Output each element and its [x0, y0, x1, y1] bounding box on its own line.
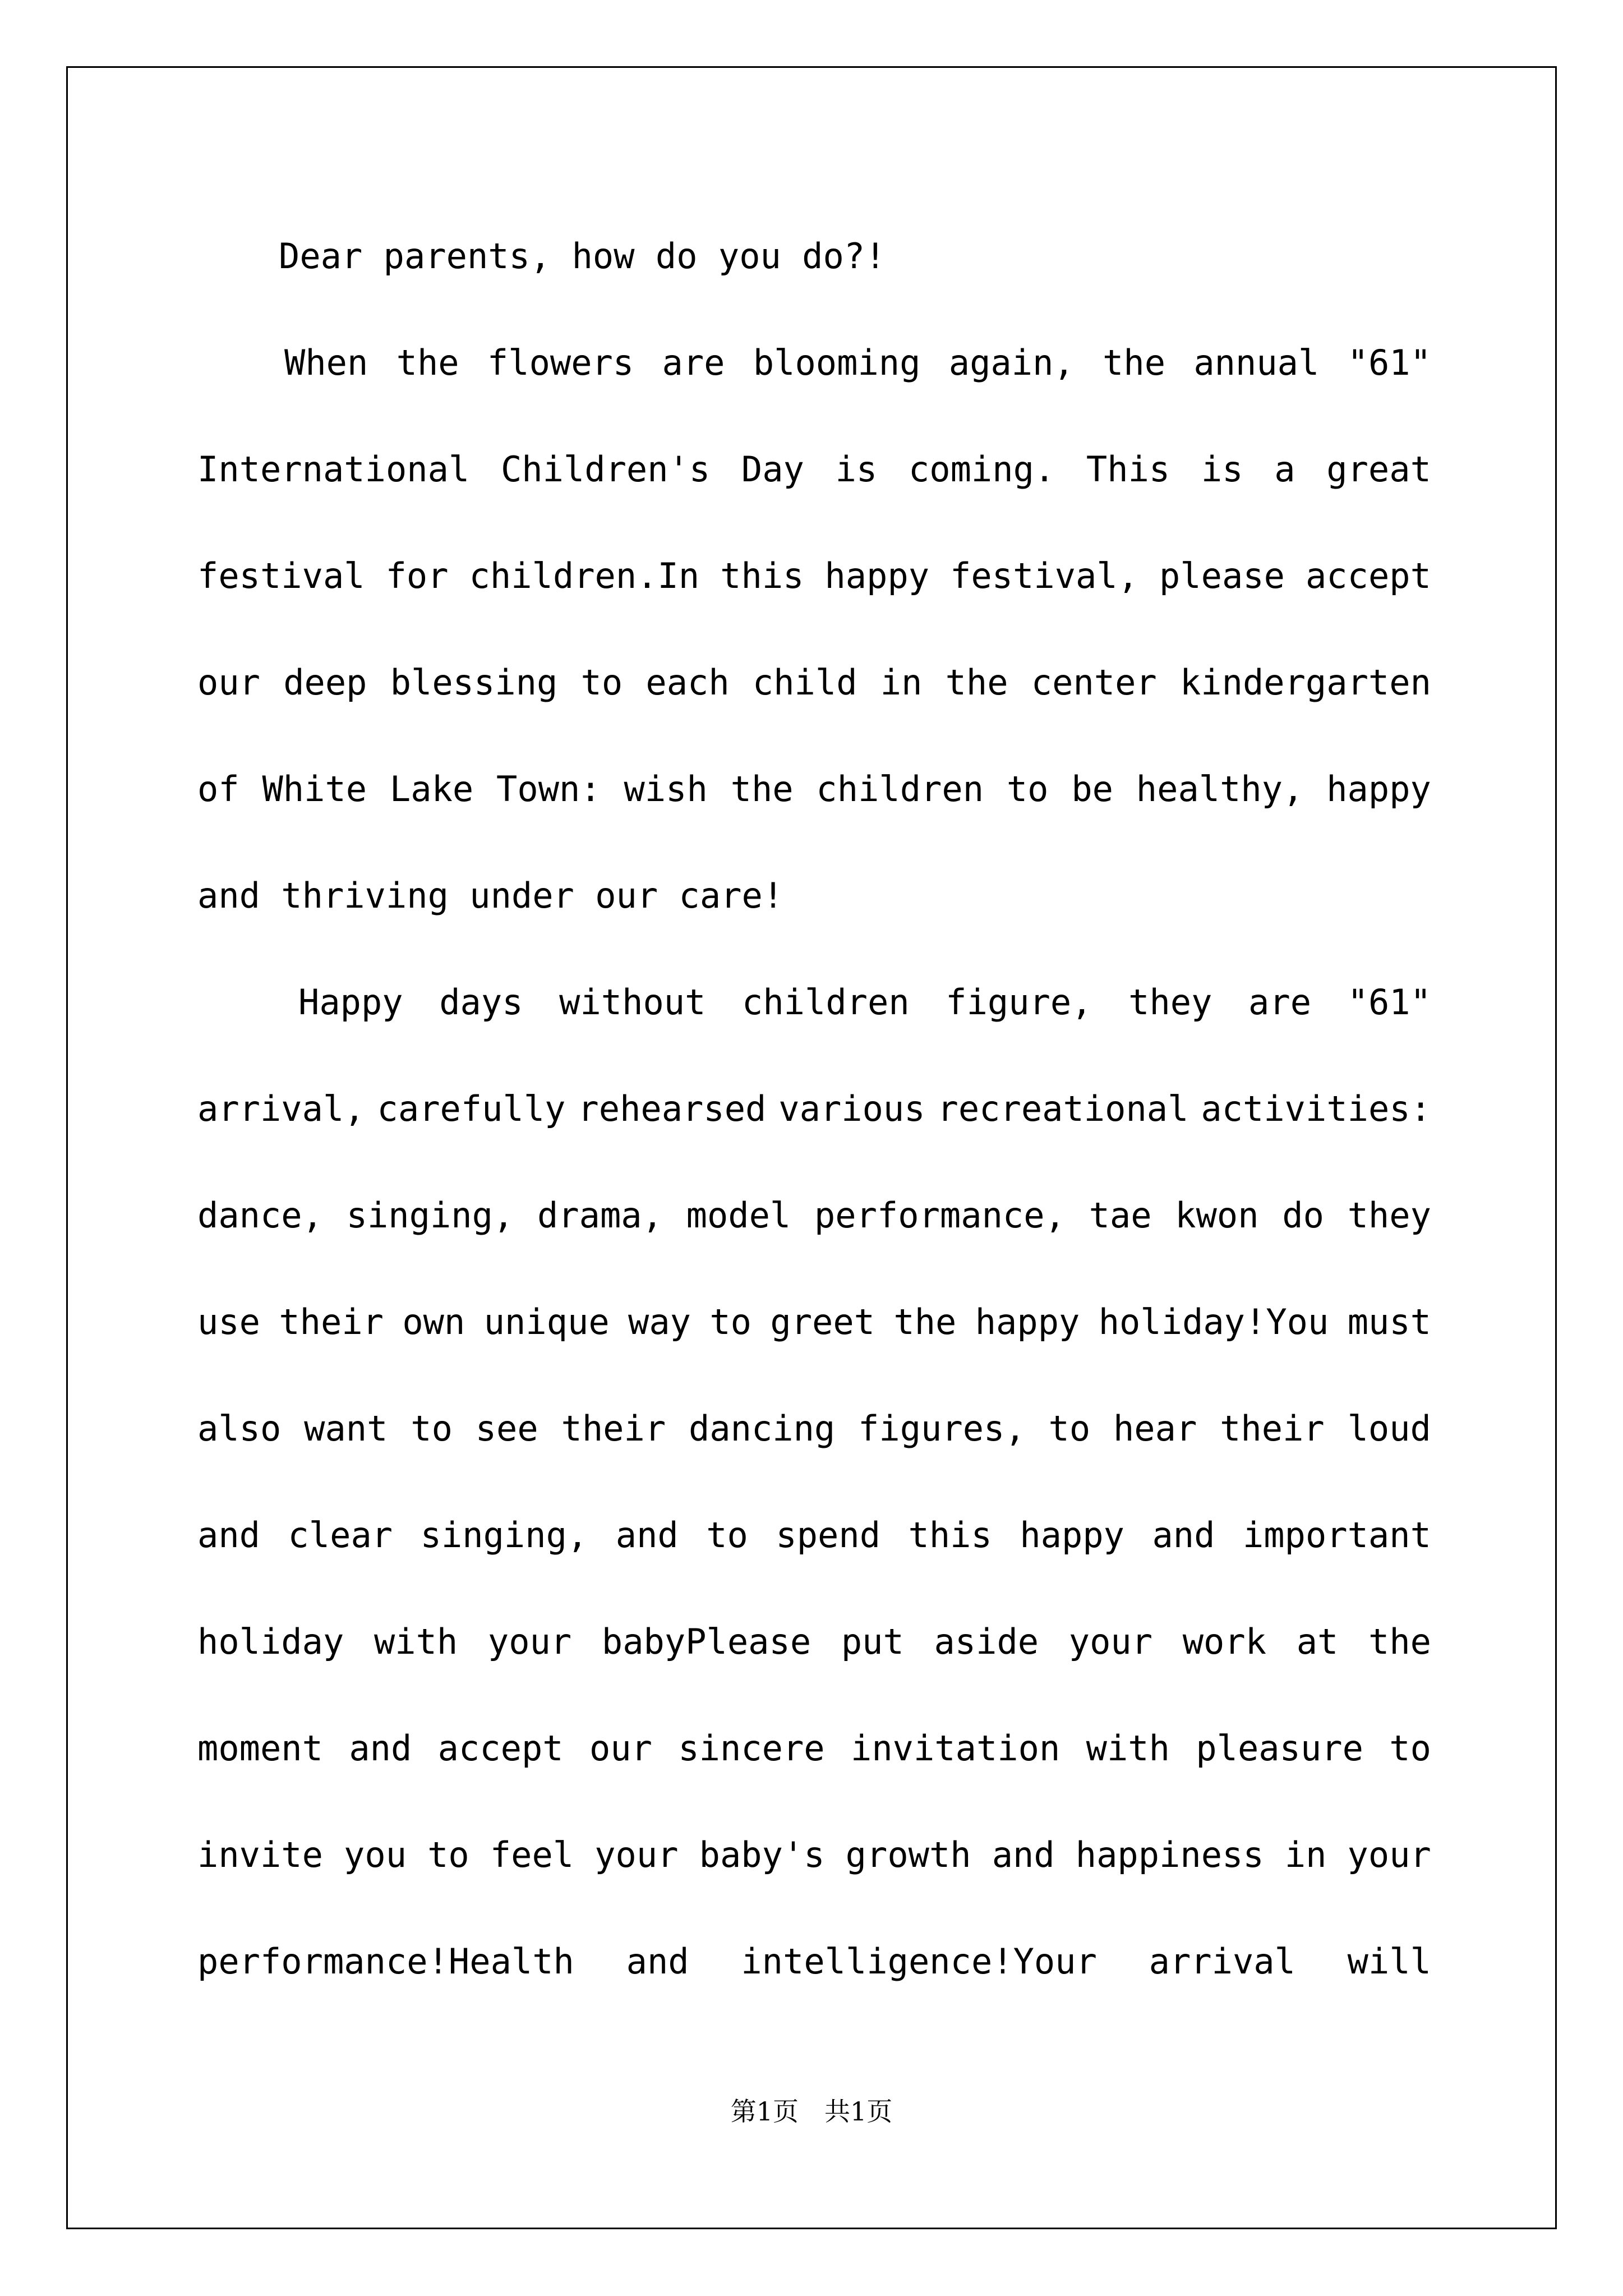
- word: children: [816, 769, 984, 809]
- word: invite: [197, 1834, 323, 1875]
- word: you: [344, 1834, 407, 1875]
- word: with: [374, 1621, 458, 1662]
- word: blooming: [753, 342, 921, 383]
- word: White: [262, 769, 367, 809]
- text-line: [197, 1056, 1431, 1162]
- word: Town:: [496, 769, 601, 809]
- word: spend: [776, 1515, 881, 1556]
- word: Happy: [298, 982, 403, 1023]
- word: own: [402, 1301, 465, 1342]
- word: pleasure: [1196, 1728, 1363, 1769]
- word: happy: [1326, 769, 1431, 809]
- page-footer: 第1页 共1页: [730, 2096, 893, 2127]
- text-line: [197, 1802, 1431, 1908]
- word: happy: [824, 555, 930, 596]
- word: to: [411, 1408, 453, 1449]
- text-line: [197, 1695, 1431, 1802]
- word: arrival: [1149, 1941, 1295, 1982]
- word: and: [626, 1941, 689, 1982]
- word: the: [1368, 1621, 1431, 1662]
- word: important: [1242, 1515, 1431, 1556]
- word: your: [1068, 1621, 1153, 1662]
- word: holiday: [197, 1621, 344, 1662]
- word: carefully: [377, 1088, 566, 1129]
- word: they: [1128, 982, 1212, 1023]
- word: accept: [1305, 555, 1431, 596]
- word: tae: [1089, 1195, 1152, 1236]
- text-line: [197, 949, 1431, 1056]
- word: deep: [283, 662, 367, 703]
- word: see: [475, 1408, 538, 1449]
- word: also: [197, 1408, 282, 1449]
- word: greet: [770, 1301, 875, 1342]
- text-line: [197, 203, 1431, 310]
- word: wish: [624, 769, 708, 809]
- word: loud: [1347, 1408, 1431, 1449]
- word: put: [841, 1621, 904, 1662]
- word: to: [709, 1301, 752, 1342]
- word: happy: [975, 1301, 1080, 1342]
- word: festival: [197, 555, 365, 596]
- word: and: [197, 1515, 260, 1556]
- word: activities:: [1201, 1088, 1431, 1129]
- word: is: [835, 449, 878, 490]
- text-line: [197, 1908, 1431, 2015]
- word: they: [1347, 1195, 1431, 1236]
- text-line: [197, 1375, 1431, 1482]
- word: recreational: [937, 1088, 1189, 1129]
- word: feel: [490, 1834, 574, 1875]
- word: our: [197, 662, 260, 703]
- word: coming.: [908, 449, 1055, 490]
- word: without: [559, 982, 706, 1023]
- word: a: [1274, 449, 1295, 490]
- word: are: [1248, 982, 1312, 1023]
- word: your: [1347, 1834, 1431, 1875]
- text-line: [197, 843, 1431, 949]
- word: drama,: [537, 1195, 663, 1236]
- word: must: [1347, 1301, 1431, 1342]
- word: singing,: [420, 1515, 588, 1556]
- word: with: [1086, 1728, 1170, 1769]
- word: again,: [948, 342, 1075, 383]
- word: various: [778, 1088, 925, 1129]
- word: baby's: [699, 1834, 825, 1875]
- word: dance,: [197, 1195, 323, 1236]
- word: moment: [197, 1728, 323, 1769]
- word: This: [1086, 449, 1170, 490]
- word: unique: [483, 1301, 610, 1342]
- word: Day: [741, 449, 804, 490]
- word: arrival,: [197, 1088, 365, 1129]
- word: intelligence!Your: [741, 1941, 1097, 1982]
- word: happiness: [1075, 1834, 1264, 1875]
- word: to: [1389, 1728, 1431, 1769]
- word: International: [197, 449, 470, 490]
- word: center: [1031, 662, 1157, 703]
- word: and: [349, 1728, 412, 1769]
- word: to: [706, 1515, 748, 1556]
- word: hear: [1113, 1408, 1197, 1449]
- word: is: [1201, 449, 1243, 490]
- text-line: [197, 523, 1431, 629]
- word: in: [880, 662, 923, 703]
- word: dancing: [688, 1408, 836, 1449]
- word: kindergarten: [1179, 662, 1431, 703]
- word: your: [487, 1621, 572, 1662]
- word: do: [1282, 1195, 1324, 1236]
- word: their: [279, 1301, 384, 1342]
- word: work: [1182, 1621, 1267, 1662]
- word: of: [197, 769, 239, 809]
- word: to: [1048, 1408, 1091, 1449]
- word: sincere: [678, 1728, 825, 1769]
- word: and: [992, 1834, 1055, 1875]
- word: Children's: [500, 449, 711, 490]
- word: growth: [845, 1834, 971, 1875]
- word: the: [1103, 342, 1166, 383]
- word: to: [1006, 769, 1049, 809]
- word: the: [396, 342, 459, 383]
- word: this: [908, 1515, 992, 1556]
- word: children.In: [469, 555, 700, 596]
- word: rehearsed: [578, 1088, 767, 1129]
- word: Lake: [389, 769, 474, 809]
- word: each: [645, 662, 730, 703]
- word: will: [1347, 1941, 1431, 1982]
- word: to: [580, 662, 623, 703]
- word: want: [304, 1408, 388, 1449]
- word: the: [945, 662, 1008, 703]
- word: child: [752, 662, 857, 703]
- word: days: [439, 982, 523, 1023]
- word: please: [1159, 555, 1285, 596]
- document-body: [197, 203, 1431, 2015]
- text-line: [197, 1162, 1431, 1269]
- text-line: [197, 310, 1431, 416]
- word: for: [385, 555, 449, 596]
- text-line: [197, 1269, 1431, 1375]
- word: use: [197, 1301, 260, 1342]
- text-line: [197, 416, 1431, 523]
- word: clear: [288, 1515, 393, 1556]
- word: kwon: [1175, 1195, 1259, 1236]
- word: be: [1071, 769, 1113, 809]
- word: our: [589, 1728, 652, 1769]
- word: their: [1220, 1408, 1325, 1449]
- word: at: [1296, 1621, 1339, 1662]
- word: your: [594, 1834, 679, 1875]
- word: are: [662, 342, 725, 383]
- text-line: [197, 629, 1431, 736]
- word: their: [561, 1408, 666, 1449]
- word: performance,: [814, 1195, 1066, 1236]
- word: performance!Health: [197, 1941, 574, 1982]
- word: to: [427, 1834, 469, 1875]
- word: singing,: [346, 1195, 514, 1236]
- word: "61": [1347, 342, 1431, 383]
- word: the: [730, 769, 794, 809]
- word: way: [628, 1301, 691, 1342]
- word: this: [720, 555, 804, 596]
- word: and: [1152, 1515, 1215, 1556]
- word: and: [615, 1515, 679, 1556]
- word: blessing: [390, 662, 558, 703]
- word: aside: [934, 1621, 1039, 1662]
- word: accept: [437, 1728, 564, 1769]
- word: invitation: [851, 1728, 1061, 1769]
- word: "61": [1347, 982, 1431, 1023]
- word: flowers: [487, 342, 634, 383]
- word: When: [284, 342, 368, 383]
- word: great: [1326, 449, 1431, 490]
- word: children: [742, 982, 910, 1023]
- word: annual: [1193, 342, 1320, 383]
- line-text: and thriving under our care!: [197, 875, 784, 916]
- word: the: [893, 1301, 957, 1342]
- word: babyPlease: [601, 1621, 811, 1662]
- word: in: [1284, 1834, 1327, 1875]
- line-text: Dear parents, how do you do?!: [279, 236, 886, 277]
- word: model: [686, 1195, 791, 1236]
- word: festival,: [950, 555, 1139, 596]
- text-line: [197, 736, 1431, 843]
- word: figures,: [858, 1408, 1026, 1449]
- word: healthy,: [1136, 769, 1304, 809]
- word: happy: [1020, 1515, 1124, 1556]
- word: holiday!You: [1098, 1301, 1329, 1342]
- word: figure,: [946, 982, 1092, 1023]
- text-line: [197, 1589, 1431, 1695]
- text-line: [197, 1482, 1431, 1589]
